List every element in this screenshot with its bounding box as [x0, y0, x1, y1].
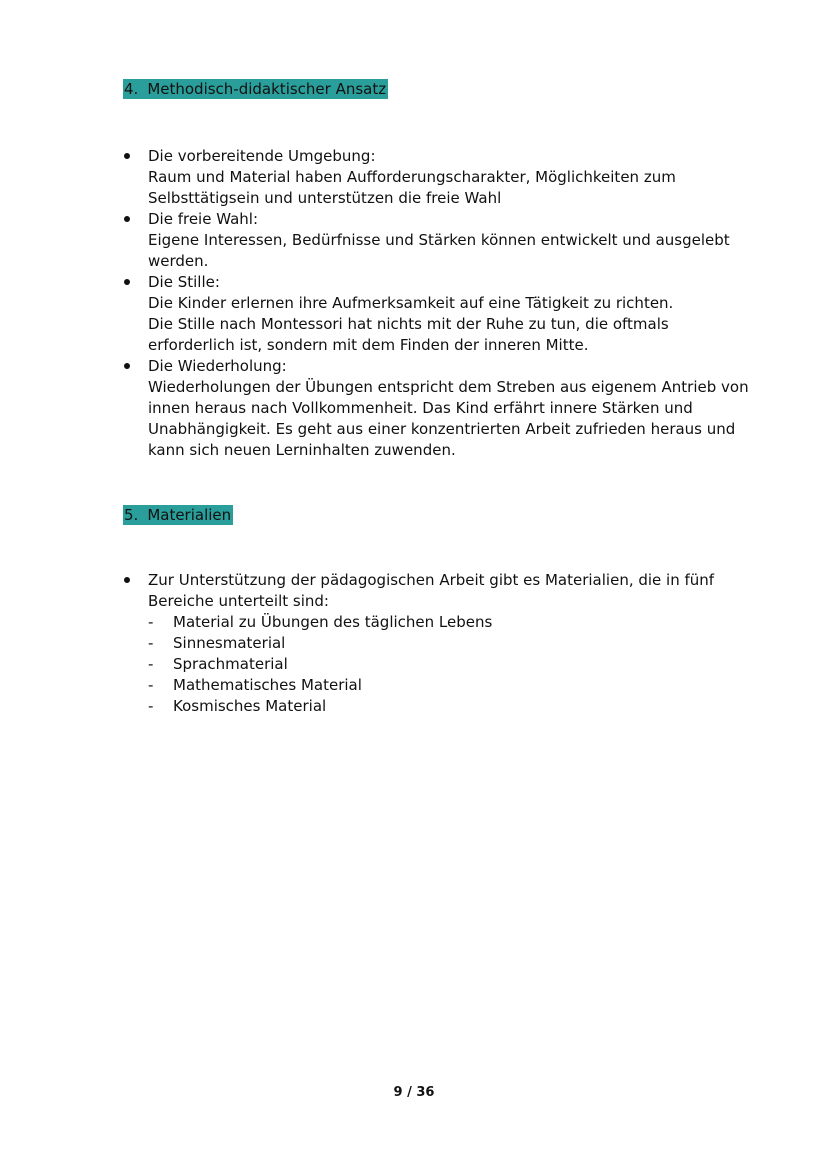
- item-line: werden.: [148, 252, 209, 270]
- item-line: Raum und Material haben Aufforderungscharakter, Möglichkeiten zum: [148, 168, 676, 186]
- item-line: Bereiche unterteilt sind:: [148, 592, 329, 610]
- dash-marker: -: [148, 634, 154, 652]
- section-4-title: Methodisch-didaktischer Ansatz: [147, 80, 387, 98]
- section-4-number: 4.: [124, 80, 139, 98]
- section-4-heading: [123, 79, 388, 99]
- item-term: Die Stille:: [148, 273, 220, 291]
- bullet-icon: [124, 363, 130, 369]
- item-line: Wiederholungen der Übungen entspricht dem Streben aus eigenem Antrieb von: [148, 378, 749, 396]
- sub-item-text: Sprachmaterial: [173, 655, 288, 673]
- item-line: Unabhängigkeit. Es geht aus einer konzentrierten Arbeit zufrieden heraus und: [148, 420, 736, 438]
- section-5-number: 5.: [124, 506, 139, 524]
- item-line: Selbsttätigsein und unterstützen die freie Wahl: [148, 189, 502, 207]
- sub-item-text: Material zu Übungen des täglichen Lebens: [173, 613, 493, 631]
- bullet-icon: [124, 577, 130, 583]
- dash-marker: -: [148, 676, 154, 694]
- page-number: 9 / 36: [393, 1085, 435, 1100]
- section-5-title: Materialien: [147, 506, 232, 524]
- item-line: erforderlich ist, sondern mit dem Finden der inneren Mitte.: [148, 336, 589, 354]
- dash-marker: -: [148, 613, 154, 631]
- section-5-heading: [123, 505, 233, 525]
- item-line: Die Kinder erlernen ihre Aufmerksamkeit auf eine Tätigkeit zu richten.: [148, 294, 674, 312]
- item-line: Eigene Interessen, Bedürfnisse und Stärken können entwickelt und ausgelebt: [148, 231, 730, 249]
- sub-item-text: Sinnesmaterial: [173, 634, 286, 652]
- dash-marker: -: [148, 655, 154, 673]
- item-term: Die freie Wahl:: [148, 210, 259, 228]
- sub-item-text: Kosmisches Material: [173, 697, 327, 715]
- item-line: Die Stille nach Montessori hat nichts mit der Ruhe zu tun, die oftmals: [148, 315, 669, 333]
- bullet-icon: [124, 153, 130, 159]
- item-line: Zur Unterstützung der pädagogischen Arbeit gibt es Materialien, die in fünf: [148, 571, 715, 589]
- bullet-icon: [124, 279, 130, 285]
- item-line: kann sich neuen Lerninhalten zuwenden.: [148, 441, 456, 459]
- item-term: Die vorbereitende Umgebung:: [148, 147, 376, 165]
- item-line: innen heraus nach Vollkommenheit. Das Kind erfährt innere Stärken und: [148, 399, 693, 417]
- dash-marker: -: [148, 697, 154, 715]
- item-term: Die Wiederholung:: [148, 357, 287, 375]
- bullet-icon: [124, 216, 130, 222]
- sub-item-text: Mathematisches Material: [173, 676, 362, 694]
